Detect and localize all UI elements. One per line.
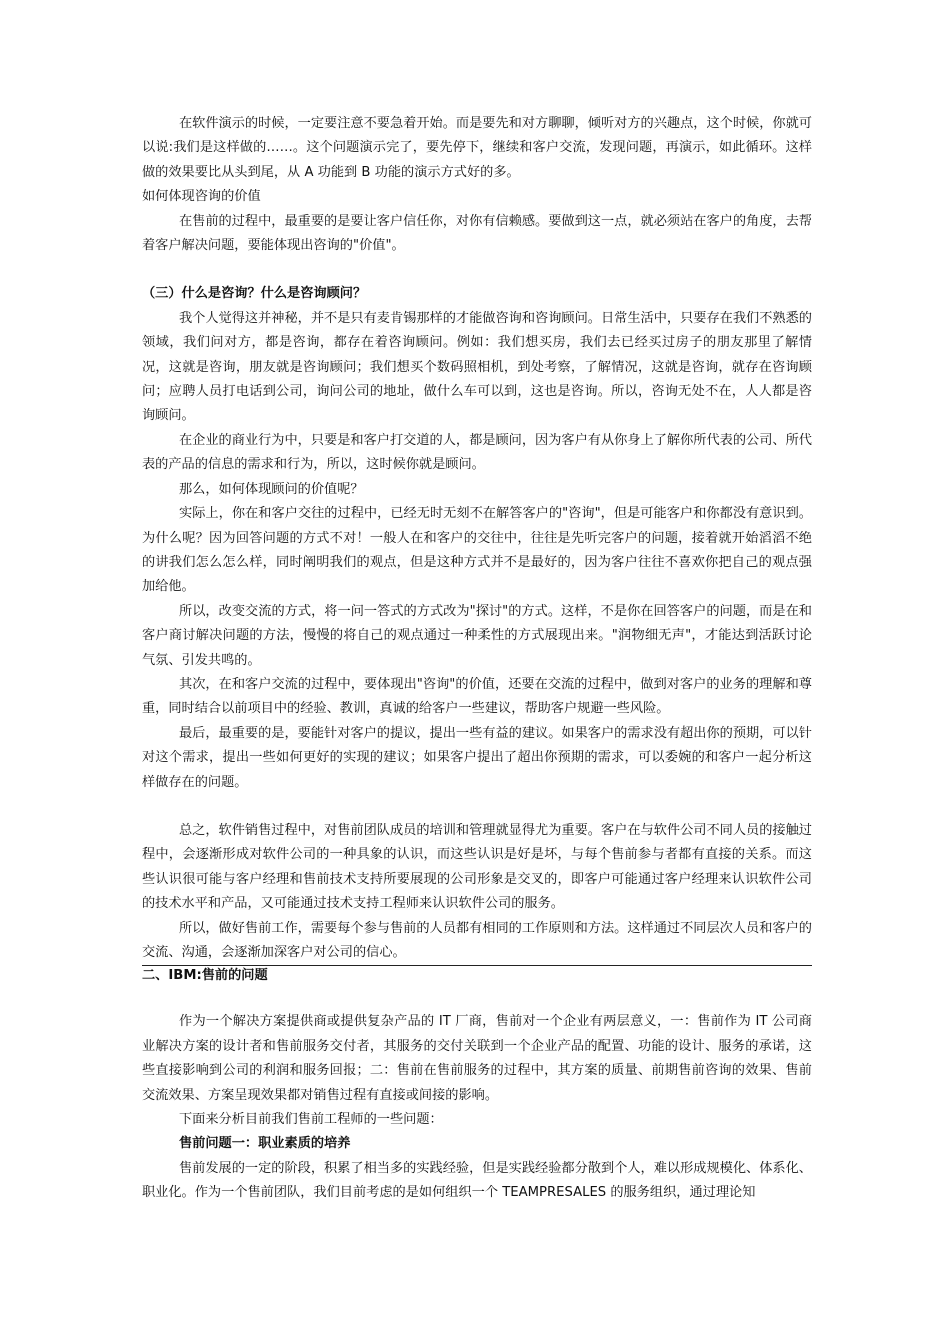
blank-line [142, 795, 812, 819]
subheading-consulting-value: 如何体现咨询的价值 [142, 189, 261, 205]
blank-line [142, 986, 812, 1010]
section-heading-3: （三）什么是咨询？什么是咨询顾问？ [142, 286, 367, 302]
document-body [142, 112, 812, 1206]
paragraph: 在售前的过程中，最重要的是要让客户信任你，对你有信赖感。要做到这一点，就必须站在客户的角度，去帮着客户解决问题，要能体现出咨询的"价值"。 [142, 213, 812, 254]
paragraph: 在软件演示的时候，一定要注意不要急着开始。而是要先和对方聊聊，倾听对方的兴趣点，这个时候，你就可以说:我们是这样做的……。这个问题演示完了，要先停下，继续和客户交流，发现问题，再演示，如此循环。这样做的效果要比从头到尾，从 A 功能到 B 功能的演示方式好的多。 [142, 116, 812, 180]
paragraph: 所以，改变交流的方式，将一问一答式的方式改为"探讨"的方式。这样，不是你在回答客户的问题，而是在和客户商讨解决问题的方法，慢慢的将自己的观点通过一种柔性的方式展现出来。"润物细无声"，才能达到活跃讨论气氛、引发共鸣的。 [142, 603, 812, 668]
paragraph: 实际上，你在和客户交往的过程中，已经无时无刻不在解答客户的"咨询"，但是可能客户和你都没有意识到。为什么呢？因为回答问题的方式不对！一般人在和客户的交往中，往往是先听完客户的问题，接着就开始滔滔不绝的讲我们怎么怎么样，同时阐明我们的观点，但是这种方式并不是最好的，因为客户往往不喜欢你把自己的观点强加给他。 [142, 506, 812, 595]
paragraph: 我个人觉得这并神秘，并不是只有麦肯锡那样的才能做咨询和咨询顾问。日常生活中，只要存在我们不熟悉的领域，我们问对方，都是咨询，都存在着咨询顾问。例如：我们想买房，我们去已经买过房子的朋友那里了解情况，这就是咨询，朋友就是咨询顾问；我们想买个数码照相机，到处考察，了解情况，这就是咨询，就存在咨询顾问；应聘人员打电话到公司，询问公司的地址，做什么车可以到，这也是咨询。所以，咨询无处不在，人人都是咨询顾问。 [142, 310, 812, 424]
paragraph: 所以，做好售前工作，需要每个参与售前的人员都有相同的工作原则和方法。这样通过不同层次人员和客户的交流、沟通，会逐渐加深客户对公司的信心。 [142, 920, 812, 960]
paragraph: 售前发展的一定的阶段，积累了相当多的实践经验，但是实践经验都分散到个人，难以形成规模化、体系化、职业化。作为一个售前团队，我们目前考虑的是如何组织一个 TEAMPRESALES 的服务组织，通过理论知 [142, 1160, 812, 1201]
paragraph: 在企业的商业行为中，只要是和客户打交道的人，都是顾问，因为客户有从你身上了解你所代表的公司、所代表的产品的信息的需求和行为，所以，这时候你就是顾问。 [142, 432, 812, 473]
paragraph: 作为一个解决方案提供商或提供复杂产品的 IT 厂商，售前对一个企业有两层意义，一：售前作为 IT 公司商业解决方案的设计者和售前服务交付者，其服务的交付关联到一个企业产品的配置、功能的设计、服务的承诺，这些直接影响到公司的利润和服务回报；二：售前在售前服务的过程中，其方案的质量、前期售前咨询的效果、售前交流效果、方案呈现效果都对销售过程有直接或间接的影响。 [142, 1014, 812, 1103]
paragraph: 总之，软件销售过程中，对售前团队成员的培训和管理就显得尤为重要。客户在与软件公司不同人员的接触过程中，会逐渐形成对软件公司的一种具象的认识，而这些认识是好是坏，与每个售前参与者都有直接的关系。而这些认识很可能与客户经理和售前技术支持所要展现的公司形象是交叉的，即客户可能通过客户经理来认识软件公司的技术水平和产品，又可能通过技术支持工程师来认识软件公司的服务。 [142, 822, 812, 912]
blank-line [142, 258, 812, 282]
paragraph: 下面来分析目前我们售前工程师的一些问题： [179, 1112, 443, 1128]
paragraph: 那么，如何体现顾问的价值呢？ [179, 481, 364, 497]
paragraph: 其次，在和客户交流的过程中，要体现出"咨询"的价值，还要在交流的过程中，做到对客户的业务的理解和尊重，同时结合以前项目中的经验、教训，真诚的给客户一些建议，帮助客户规避一些风险。 [142, 676, 812, 717]
problem-heading: 售前问题一：职业素质的培养 [179, 1136, 351, 1152]
paragraph: 最后，最重要的是，要能针对客户的提议，提出一些有益的建议。如果客户的需求没有超出你的预期，可以针对这个需求，提出一些如何更好的实现的建议；如果客户提出了超出你预期的需求，可以委婉的和客户一起分析这样做存在的问题。 [142, 725, 812, 790]
section-heading-ibm: 二、IBM:售前的问题 [142, 968, 268, 984]
